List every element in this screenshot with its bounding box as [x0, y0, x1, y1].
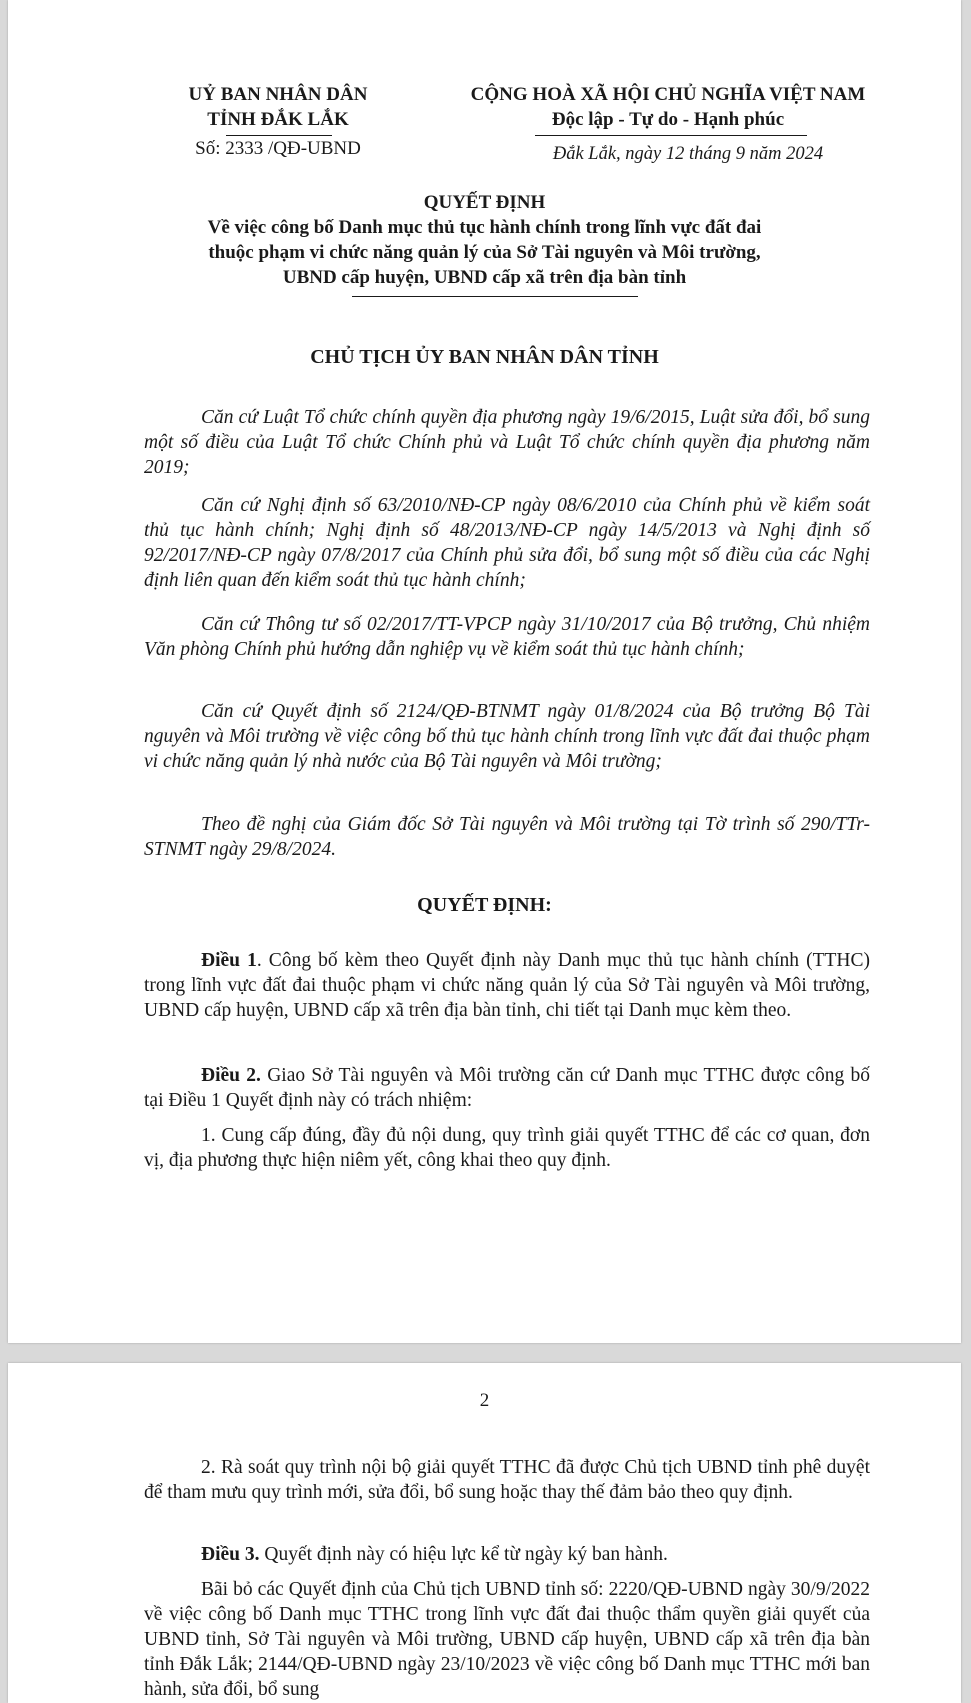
issuer-line-1: UỶ BAN NHÂN DÂN: [188, 84, 368, 105]
article-3-repeal: Bãi bỏ các Quyết định của Chủ tịch UBND tỉnh số: 2220/QĐ-UBND ngày 30/9/2022 về việc công bố Danh mục TTHC trong lĩnh vực đất đai thuộc thẩm quyền giải quyết của UBND tỉnh, Sở Tài nguyên và Môi trường, UBND cấp huyện, UBND cấp xã trên địa bàn tỉnh Đắk Lắk; 2144/QĐ-UBND ngày 23/10/2023 về việc công bố Danh mục TTHC mới ban hành, sửa đổi, bổ sung: [144, 1579, 870, 1700]
title-subject-line-3: UBND cấp huyện, UBND cấp xã trên địa bàn tỉnh: [282, 267, 687, 288]
motto-underline: [535, 135, 807, 136]
document-page-2: [8, 1363, 961, 1703]
article-1-text: . Công bố kèm theo Quyết định này Danh mục thủ tục hành chính (TTHC) trong lĩnh vực đất đai thuộc phạm vi chức năng quản lý của Sở Tài nguyên và Môi trường, UBND cấp huyện, UBND cấp xã trên địa bàn tỉnh, chi tiết tại Danh mục kèm theo.: [144, 950, 871, 1021]
national-title: CỘNG HOÀ XÃ HỘI CHỦ NGHĨA VIỆT NAM: [470, 84, 866, 105]
legal-basis-2: Căn cứ Nghị định số 63/2010/NĐ-CP ngày 08/6/2010 của Chính phủ về kiểm soát thủ tục hành chính; Nghị định số 48/2013/NĐ-CP ngày 14/5/2013 và Nghị định số 92/2017/NĐ-CP ngày 07/8/2017 của Chính phủ sửa đổi, bổ sung một số điều của các Nghị định liên quan đến kiểm soát thủ tục hành chính;: [144, 495, 870, 591]
document-title: QUYẾT ĐỊNH: [423, 192, 546, 213]
article-2-label: Điều 2.: [201, 1065, 261, 1086]
article-2: [144, 1063, 870, 1113]
page-number: 2: [479, 1390, 490, 1411]
title-subject-line-1: Về việc công bố Danh mục thủ tục hành chính trong lĩnh vực đất đai: [207, 217, 762, 238]
article-3-label: Điều 3.: [201, 1544, 260, 1565]
legal-basis-3: Căn cứ Thông tư số 02/2017/TT-VPCP ngày 31/10/2017 của Bộ trưởng, Chủ nhiệm Văn phòng Chính phủ hướng dẫn nghiệp vụ về kiểm soát thủ tục hành chính;: [144, 614, 870, 660]
authority-heading: CHỦ TỊCH ỦY BAN NHÂN DÂN TỈNH: [310, 346, 659, 368]
article-2-text: Giao Sở Tài nguyên và Môi trường căn cứ Danh mục TTHC được công bố tại Điều 1 Quyết định này có trách nhiệm:: [144, 1065, 870, 1111]
legal-basis-1: Căn cứ Luật Tổ chức chính quyền địa phương ngày 19/6/2015, Luật sửa đổi, bổ sung một số điều của Luật Tổ chức Chính phủ và Luật Tổ chức chính quyền địa phương năm 2019;: [144, 407, 870, 478]
article-2-item-1: 1. Cung cấp đúng, đầy đủ nội dung, quy trình giải quyết TTHC để các cơ quan, đơn vị, địa phương thực hiện niêm yết, công khai theo quy định.: [144, 1125, 870, 1171]
title-subject-line-2: thuộc phạm vi chức năng quản lý của Sở Tài nguyên và Môi trường,: [208, 242, 761, 263]
issuer-line-2: TỈNH ĐẮK LẮK: [207, 109, 349, 130]
article-3-text: Quyết định này có hiệu lực kể từ ngày ký ban hành.: [259, 1544, 668, 1565]
issuer-underline: [226, 135, 332, 136]
legal-basis-5: Theo đề nghị của Giám đốc Sở Tài nguyên và Môi trường tại Tờ trình số 290/TTr-STNMT ngày 29/8/2024.: [144, 814, 870, 860]
article-3: [144, 1542, 870, 1567]
decision-number: Số: 2333 /QĐ-UBND: [195, 138, 361, 159]
title-underline: [352, 296, 638, 297]
article-1: [144, 948, 870, 1023]
national-motto: Độc lập - Tự do - Hạnh phúc: [551, 109, 785, 130]
article-1-label: Điều 1: [201, 950, 257, 971]
document-page-1: [8, 0, 961, 1343]
issue-date: Đắk Lắk, ngày 12 tháng 9 năm 2024: [552, 144, 824, 164]
legal-basis-4: Căn cứ Quyết định số 2124/QĐ-BTNMT ngày 01/8/2024 của Bộ trưởng Bộ Tài nguyên và Môi trường về việc công bố thủ tục hành chính trong lĩnh vực đất đai thuộc phạm vi chức năng quản lý nhà nước của Bộ Tài nguyên và Môi trường;: [144, 701, 870, 772]
article-2-item-2: 2. Rà soát quy trình nội bộ giải quyết TTHC đã được Chủ tịch UBND tỉnh phê duyệt để tham mưu quy trình mới, sửa đổi, bổ sung hoặc thay thế đảm bảo theo quy định.: [144, 1457, 870, 1503]
decision-heading: QUYẾT ĐỊNH:: [417, 894, 552, 916]
